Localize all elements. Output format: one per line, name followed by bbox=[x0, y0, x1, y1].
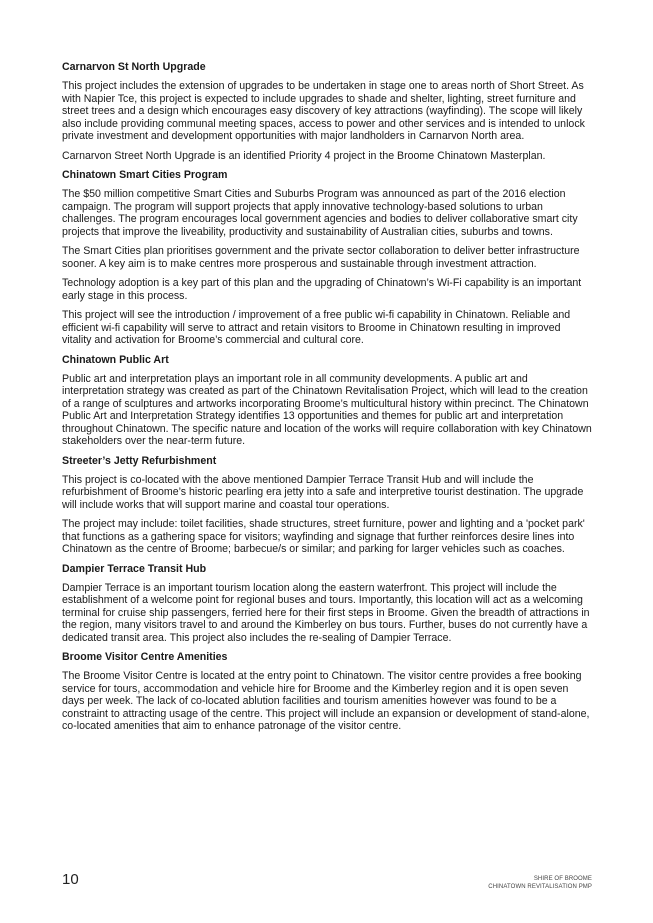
paragraph: The project may include: toilet facilities, shade structures, street furniture, power and lighting and a 'pocket park' that functions as a gathering space for visitors; wayfinding and signage that further reinforces desire lines into Chinatown as the centre of Broome; barbecue/s or similar; and parking for larger vehicles such as coaches. bbox=[62, 518, 585, 555]
footer-org-name: SHIRE OF BROOME bbox=[533, 876, 592, 882]
section-dampier-terrace-transit-hub bbox=[62, 563, 592, 645]
section-heading: Carnarvon St North Upgrade bbox=[62, 61, 206, 73]
section-carnarvon-st-north-upgrade bbox=[62, 61, 592, 162]
paragraph: The Broome Visitor Centre is located at the entry point to Chinatown. The visitor centre provides a free booking service for tours, accommodation and vehicle hire for Broome and the Kimberley region and it is open seven days per week. The lack of co-located ablution facilities and tourism amenities however was found to be a constraint to attracting usage of the centre. This project will include an expansion or development of stand-alone, co-located amenities that aim to enhance patronage of the visitor centre. bbox=[62, 670, 590, 732]
section-chinatown-public-art bbox=[62, 354, 592, 448]
section-heading: Streeter’s Jetty Refurbishment bbox=[62, 454, 217, 467]
page-footer bbox=[488, 876, 592, 891]
paragraph: Public art and interpretation plays an important role in all community developments. A public art and interpretation strategy was created as part of the Chinatown Revitalisation Project, which will lead to the creation of a range of sculptures and artworks incorporating Broome’s multicultural history within precinct. The Chinatown Public Art and Interpretation Strategy identifies 13 opportunities and themes for public art and interpretation throughout Chinatown. The specific nature and location of the works will require collaboration with key Chinatown stakeholders over the near-term future. bbox=[62, 372, 592, 447]
paragraph: This project includes the extension of upgrades to be undertaken in stage one to areas north of Short Street. As with Napier Tce, this project is expected to include upgrades to shade and shelter, lighting, street furniture and street trees and a design which encourages easy discovery of key attractions (wayfinding). The scope will likely also include providing communal meeting spaces, access to power and other services and is intended to unlock private investment and development opportunities with major landholders in Carnarvon North area. bbox=[62, 80, 585, 142]
footer-document-title: CHINATOWN REVITALISATION PMP bbox=[488, 883, 592, 890]
section-chinatown-smart-cities-program bbox=[62, 169, 592, 347]
paragraph: The Smart Cities plan prioritises government and the private sector collaboration to deliver better infrastructure sooner. A key aim is to make centres more prosperous and sustainable through investment attraction. bbox=[62, 245, 580, 270]
paragraph: The $50 million competitive Smart Cities and Suburbs Program was announced as part of the 2016 election campaign. The program will support projects that apply innovative technology-based solutions to urban challenges. The program encourages local government agencies and bodies to deliver collaborative smart city projects that improve the liveability, productivity and sustainability of Australian cities, suburbs and towns. bbox=[62, 188, 578, 238]
document-body bbox=[62, 61, 592, 740]
section-heading: Chinatown Public Art bbox=[62, 353, 169, 366]
section-heading: Dampier Terrace Transit Hub bbox=[62, 562, 207, 575]
page-number: 10 bbox=[62, 871, 79, 888]
section-heading: Chinatown Smart Cities Program bbox=[62, 169, 228, 181]
section-heading: Broome Visitor Centre Amenities bbox=[62, 651, 228, 663]
paragraph: Dampier Terrace is an important tourism location along the eastern waterfront. This project will include the establishment of a welcome point for regional buses and tours. Importantly, this location will act as a welcoming terminal for cruise ship passengers, ferried here for their first steps in Broome. Given the breadth of attractions in the region, many visitors travel to and around the Kimberley on bus tours. Further, buses do not currently have a dedicated transit area. This project also includes the re-sealing of Dampier Terrace. bbox=[62, 581, 590, 644]
section-broome-visitor-centre-amenities bbox=[62, 651, 592, 733]
paragraph: This project is co-located with the above mentioned Dampier Terrace Transit Hub and will include the refurbishment of Broome’s historic pearling era jetty into a safe and interpretive tourist destination. The upgrade will include works that will support marine and coastal tour operations. bbox=[62, 473, 584, 511]
section-streeters-jetty-refurbishment bbox=[62, 455, 592, 556]
paragraph: Technology adoption is a key part of this plan and the upgrading of Chinatown’s Wi-Fi capability is an important early stage in this process. bbox=[62, 277, 582, 302]
paragraph: This project will see the introduction / improvement of a free public wi-fi capability in Chinatown. Reliable and efficient wi-fi capability will serve to attract and retain visitors to Broome in Chinatown resulting in improved vitality and activation for Broome’s commercial and cultural core. bbox=[62, 309, 571, 346]
paragraph: Carnarvon Street North Upgrade is an identified Priority 4 project in the Broome Chinatown Masterplan. bbox=[62, 149, 546, 162]
